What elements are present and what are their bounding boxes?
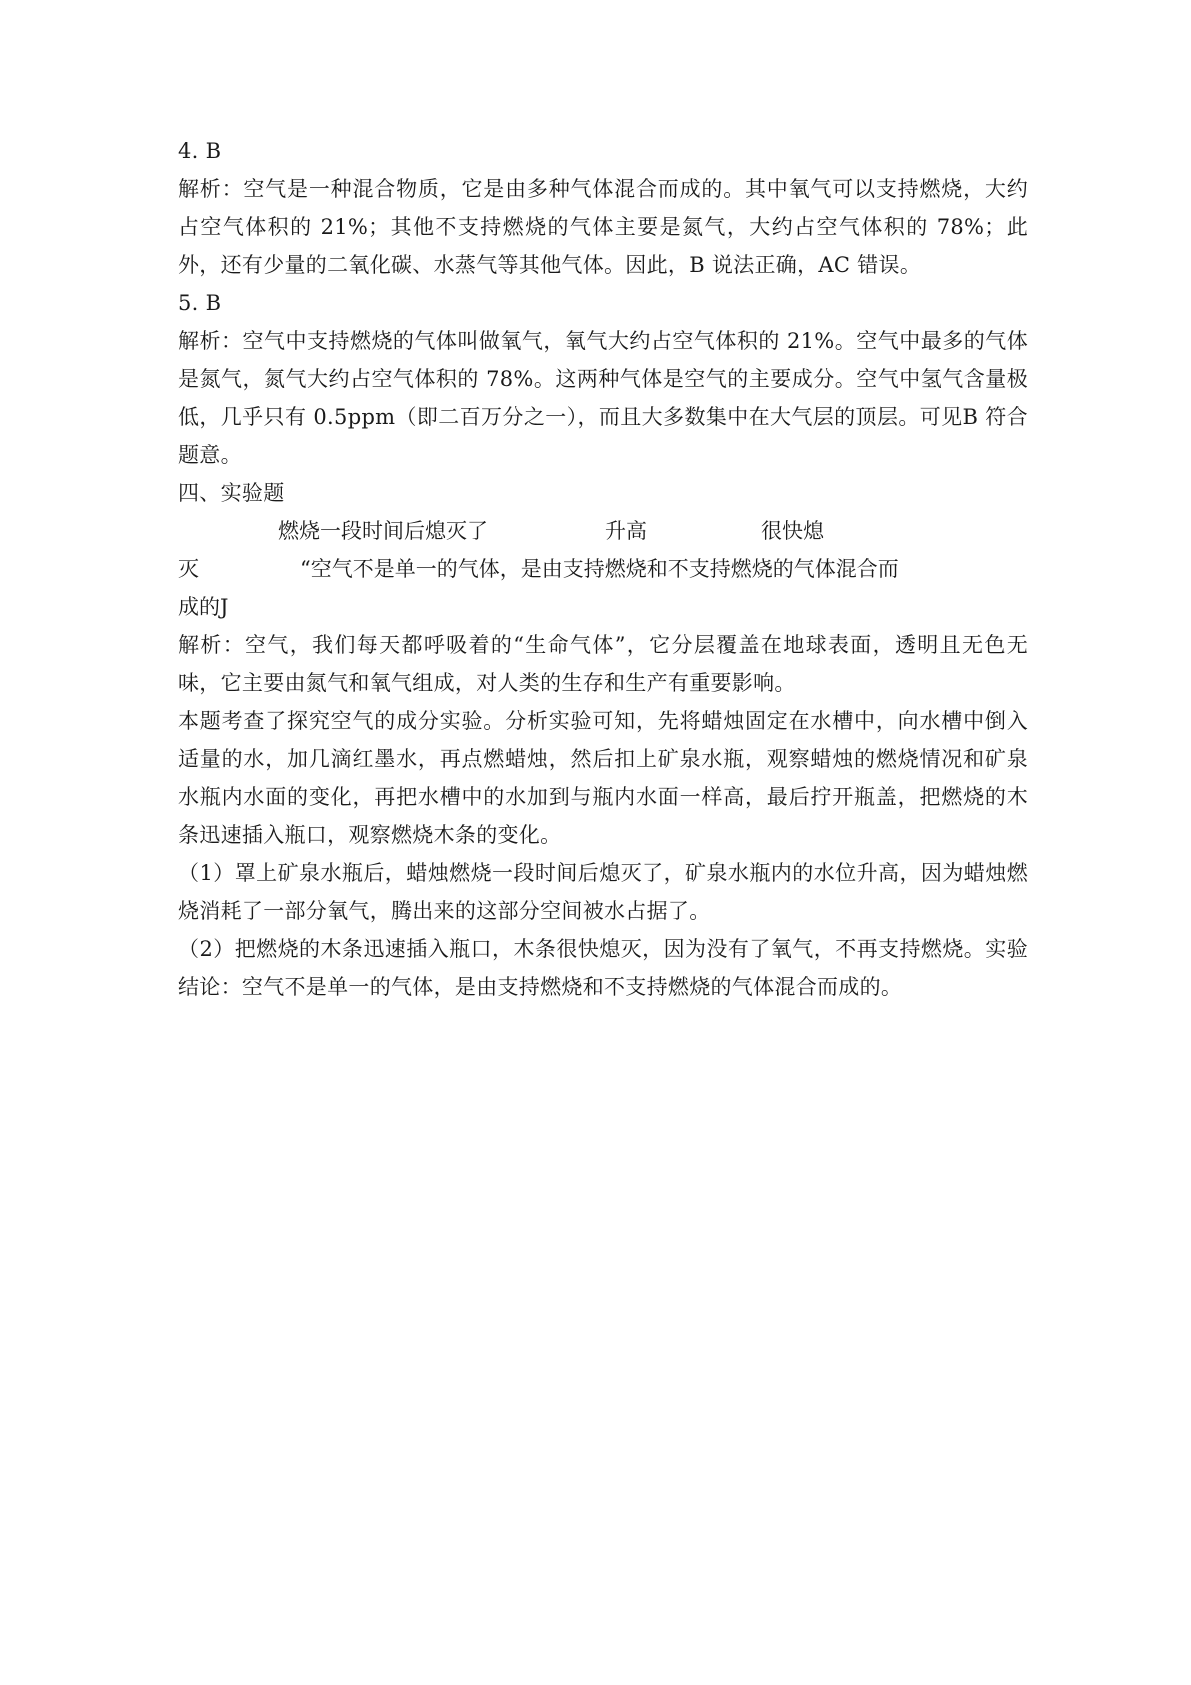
blank-2: 升高 <box>605 519 647 543</box>
blank-3-part-2: 灭 <box>178 557 199 581</box>
answer-4-number: 4. B <box>178 139 222 163</box>
blank-1: 燃烧一段时间后熄灭了 <box>278 519 488 543</box>
experiment-blanks-row-3 <box>178 588 1028 626</box>
answer-5-analysis: 解析：空气中支持燃烧的气体叫做氧气，氧气大约占空气体积的 21%。空气中最多的气体是氮气，氮气大约占空气体积的 78%。这两种气体是空气的主要成分。空气中氢气含量极低，几乎只有 0.5ppm（即二百万分之一），而且大多数集中在大气层的顶层。可见B 符合题意。 <box>178 329 1028 467</box>
blank-4-part-1: “空气不是单一的气体，是由支持燃烧和不支持燃烧的气体混合而 <box>300 557 899 581</box>
experiment-analysis-step-2: （2）把燃烧的木条迅速插入瓶口，木条很快熄灭，因为没有了氧气，不再支持燃烧。实验结论：空气不是单一的气体，是由支持燃烧和不支持燃烧的气体混合而成的。 <box>178 937 1028 999</box>
experiment-analysis-step-1: （1）罩上矿泉水瓶后，蜡烛燃烧一段时间后熄灭了，矿泉水瓶内的水位升高，因为蜡烛燃烧消耗了一部分氧气，腾出来的这部分空间被水占据了。 <box>178 861 1028 923</box>
experiment-analysis-method: 本题考查了探究空气的成分实验。分析实验可知，先将蜡烛固定在水槽中，向水槽中倒入适量的水，加几滴红墨水，再点燃蜡烛，然后扣上矿泉水瓶，观察蜡烛的燃烧情况和矿泉水瓶内水面的变化，再把水槽中的水加到与瓶内水面一样高，最后拧开瓶盖，把燃烧的木条迅速插入瓶口，观察燃烧木条的变化。 <box>178 709 1028 847</box>
experiment-blanks-row-2 <box>178 550 1028 588</box>
experiment-blanks-row-1 <box>178 512 1028 550</box>
answer-4-analysis: 解析：空气是一种混合物质，它是由多种气体混合而成的。其中氧气可以支持燃烧，大约占空气体积的 21%；其他不支持燃烧的气体主要是氮气，大约占空气体积的 78%；此外，还有少量的二氧化碳、水蒸气等其他气体。因此，B 说法正确，AC 错误。 <box>178 177 1028 277</box>
blank-3-part-1: 很快熄 <box>761 519 824 543</box>
section-title: 四、实验题 <box>178 481 285 505</box>
experiment-analysis-intro: 解析：空气，我们每天都呼吸着的“生命气体”，它分层覆盖在地球表面，透明且无色无味，它主要由氮气和氧气组成，对人类的生存和生产有重要影响。 <box>178 633 1028 695</box>
answer-5-number: 5. B <box>178 291 222 315</box>
document-content <box>178 132 1028 1006</box>
blank-4-part-2: 成的J <box>178 595 229 619</box>
